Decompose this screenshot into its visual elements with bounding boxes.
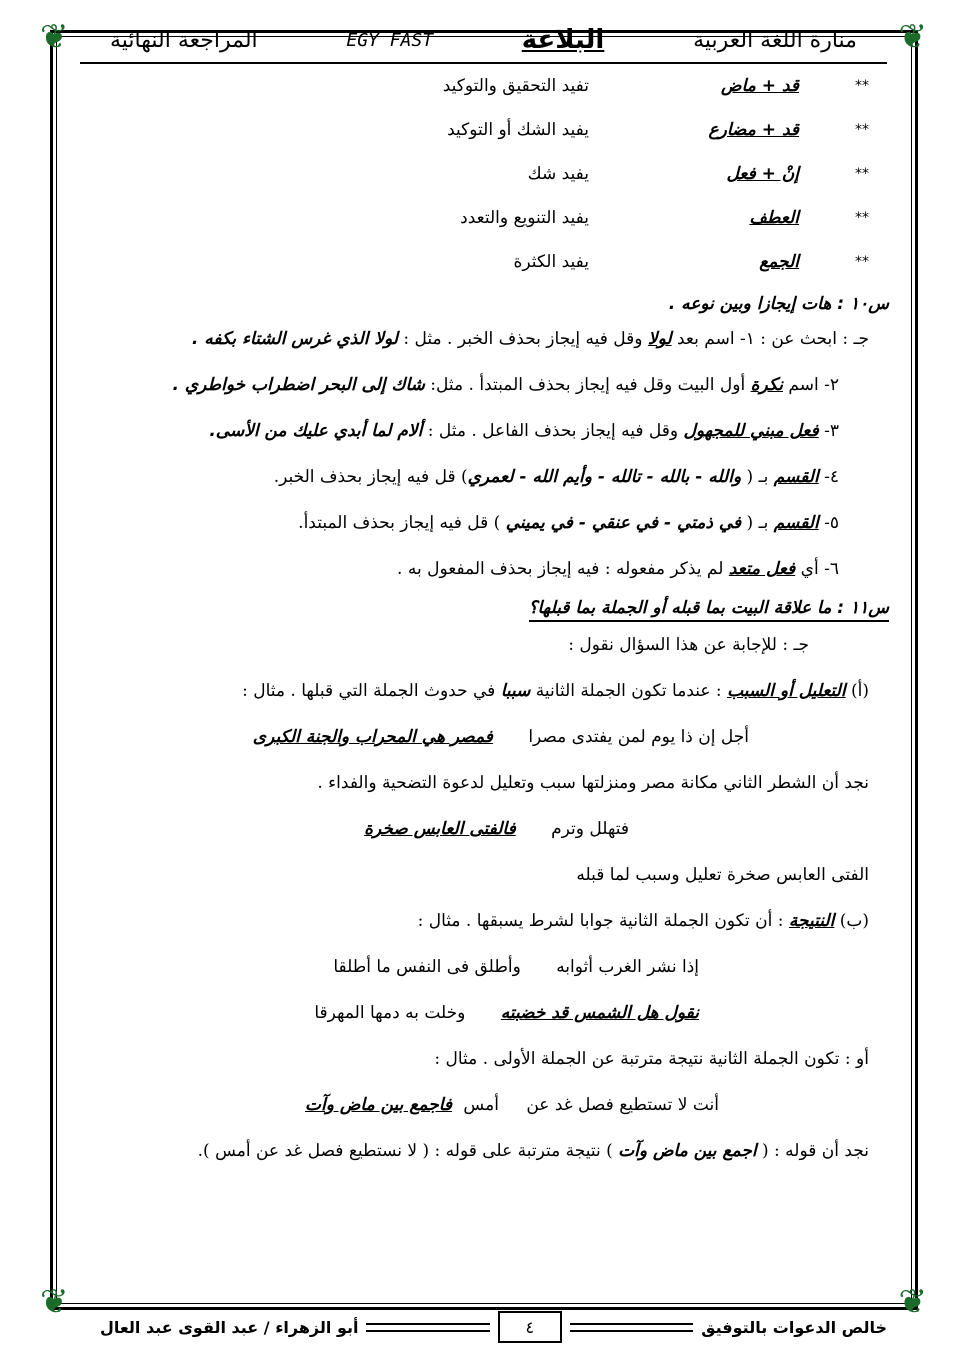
example: شاك إلى البحر اضطراب خواطري . [172,375,425,395]
answer-10-line-5 [100,500,889,546]
verse-1 [100,714,889,760]
answer-10-line-1 [100,316,889,362]
verse-hemistich: فالفتى العابس صخرة [364,819,516,839]
question-10-title: س١٠ : هات إيجازا وبين نوعه . [668,294,889,314]
feature-meaning: يفيد شك [527,164,589,184]
text: (أ) [845,681,869,701]
answer-11-intro: جـ : للإجابة عن هذا السؤال نقول : [568,635,809,655]
page-content [100,68,889,1174]
text: : عندما تكون الجملة الثانية [530,681,728,701]
keyword: فعل متعد [728,559,796,579]
text: وقل فيه إيجاز بحذف الخبر . مثل : [398,329,648,349]
answer-11-point-b [100,898,889,944]
question-11-title: س١١ : ما علاقة البيت بما قبله أو الجملة بما قبلها؟ [529,598,889,622]
feature-meaning: تفيد التحقيق والتوكيد [442,76,589,96]
verse-hemistich: إذا نشر الغرب أثوابه [556,957,699,977]
keyword: اجمع بين ماض وآت [618,1141,757,1161]
header-brand: EGY FAST [346,29,434,51]
feature-meaning: يفيد الشك أو التوكيد [447,120,589,140]
bullet-stars: ** [855,254,869,270]
keyword: التعليل أو السبب [727,681,846,701]
header-course-title: المراجعة النهائية [110,27,258,53]
text: بـ ( [741,513,774,533]
feature-term: الجمع [759,252,799,272]
feature-row [100,112,889,156]
feature-meaning: يفيد الكثرة [513,252,589,272]
verse-2 [100,806,889,852]
text: ) قل فيه إيجاز بحذف الخبر. [273,467,468,487]
feature-term: قد + مضارع [708,120,799,140]
footer-rule [570,1323,693,1332]
keyword: النتيجة [788,911,835,931]
text: بـ ( [741,467,774,487]
ornament-bottom-left-icon: ❦ [40,1282,69,1322]
feature-row [100,244,889,288]
bullet-stars: ** [855,166,869,182]
feature-term: العطف [749,208,799,228]
bullet-stars: ** [855,122,869,138]
text: ٥- [818,513,839,533]
keyword: القسم [773,513,819,533]
ornament-bottom-right-icon: ❦ [898,1282,927,1322]
text: : أن تكون الجملة الثانية جوابا لشرط يسبقها . مثال : [417,911,789,931]
ornament-top-left-icon: ❦ [40,17,69,57]
page-number: ٤ [498,1311,562,1343]
header-subject: البلاغة [521,25,605,55]
keyword: سببا [500,681,531,701]
verse-hemistich: فتهلل وترم [551,819,629,839]
text: ) نتيجة مترتبة على قوله : ( لا نستطيع فصل غد عن أمس ). [197,1141,619,1161]
feature-row [100,68,889,112]
features-list [100,68,889,288]
answer-10-line-4 [100,454,889,500]
verse-hemistich: أجل إن ذا يوم لمن يفتدى مصرا [528,727,749,747]
example: ألام لما أبدي عليك من الأسى. [209,421,423,441]
text: (ب) [834,911,869,931]
verse-word: أمس [463,1095,499,1115]
answer-10-line-6 [100,546,889,592]
answer-11-point-a [100,668,889,714]
verse-hemistich: نقول هل الشمس قد خضبته [500,1003,699,1023]
text: ) قل فيه إيجاز بحذف المبتدأ. [298,513,506,533]
answer-11-or: أو : تكون الجملة الثانية نتيجة مترتبة عن الجملة الأولى . مثال : [434,1049,869,1069]
feature-term: قد + ماض [721,76,799,96]
example: في ذمتي - في عنقي - في يميني [505,513,742,533]
footer-author: أبو الزهراء / عبد القوى عبد العال [100,1317,359,1337]
keyword: فعل مبني للمجهول [683,421,819,441]
text: وقل فيه إيجاز بحذف الفاعل . مثل : [422,421,684,441]
answer-10-line-3 [100,408,889,454]
footer-wishes: خالص الدعوات بالتوفيق [701,1317,888,1337]
bullet-stars: ** [855,78,869,94]
header-series-title: منارة اللغة العربية [693,27,857,53]
verse-hemistich: أنت لا تستطيع فصل غد عن [526,1095,719,1115]
footer-rule [366,1323,489,1332]
page-footer [100,1310,887,1344]
text: ٢- اسم [783,375,839,395]
ornament-top-right-icon: ❦ [898,17,927,57]
feature-row [100,156,889,200]
text: ٦- أي [795,559,839,579]
note-1: نجد أن الشطر الثاني مكانة مصر ومنزلتها سبب وتعليل لدعوة التضحية والفداء . [317,773,869,793]
page-header [110,22,857,58]
text: جـ : ابحث عن : ١- اسم بعد [671,329,869,349]
verse-hemistich: فمصر هي المحراب والجنة الكبرى [252,727,493,747]
text: لم يذكر مفعوله : فيه إيجاز بحذف المفعول به . [397,559,729,579]
feature-meaning: يفيد التنويع والتعدد [460,208,589,228]
feature-term: إنْ + فعل [726,164,799,184]
example: والله - بالله - تالله - وأيم الله - لعمري [467,467,742,487]
bullet-stars: ** [855,210,869,226]
verse-4 [100,990,889,1036]
note-2: الفتى العابس صخرة تعليل وسبب لما قبله [576,865,869,885]
answer-10-line-2 [100,362,889,408]
verse-hemistich: وأطلق فى النفس ما أطلقا [333,957,521,977]
verse-5 [100,1082,889,1128]
verse-3 [100,944,889,990]
text: نجد أن قوله : ( [756,1141,869,1161]
keyword: القسم [773,467,819,487]
header-divider [80,62,887,64]
text: في حدوث الجملة التي قبلها . مثال : [242,681,501,701]
text: أول البيت وقل فيه إيجاز بحذف المبتدأ . مثل: [424,375,751,395]
example: لولا الذي غرس الشتاء بكفه . [191,329,398,349]
keyword: لولا [647,329,672,349]
verse-hemistich: وخلت به دمها المهرقا [314,1003,466,1023]
verse-hemistich: فاجمع بين ماض وآت [304,1095,453,1115]
keyword: نكرة [750,375,784,395]
feature-row [100,200,889,244]
text: ٤- [818,467,839,487]
text: ٣- [818,421,839,441]
final-note [100,1128,889,1174]
